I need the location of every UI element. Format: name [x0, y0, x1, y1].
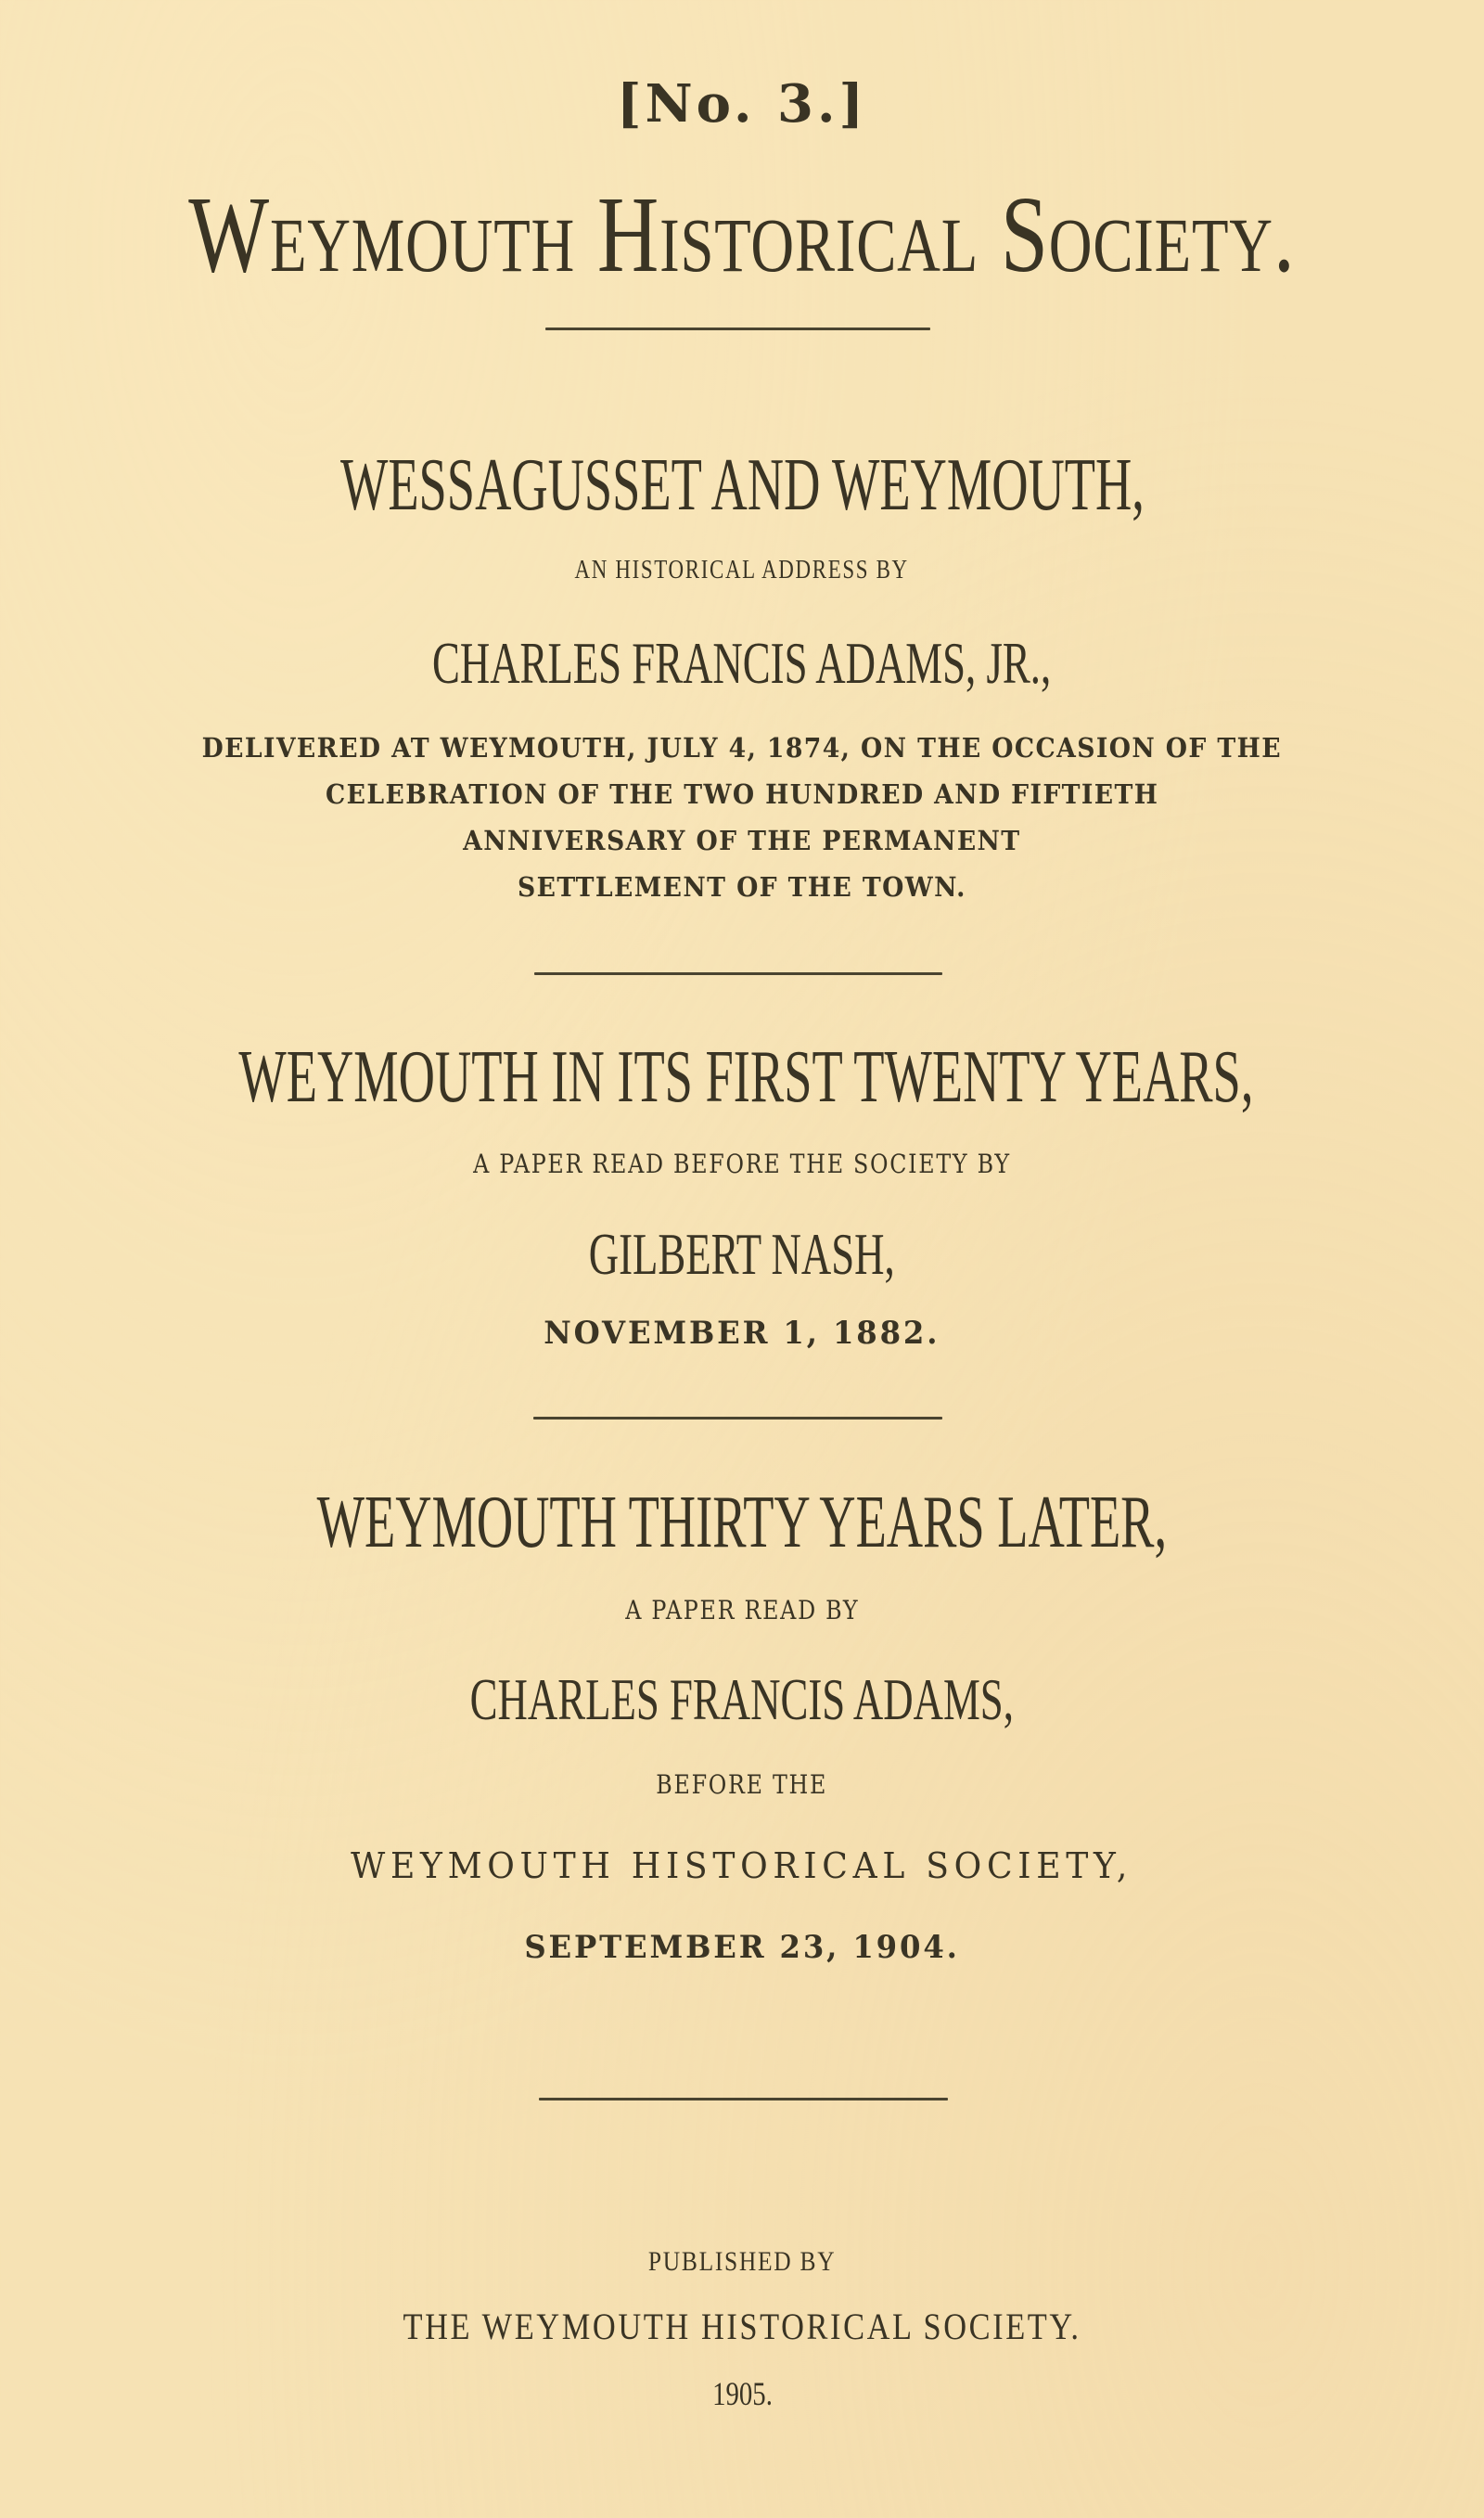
series-number — [0, 73, 1484, 135]
section-2-subtitle — [0, 1151, 1484, 1177]
imprint-published-by — [0, 2248, 1484, 2276]
section-3-society-text: WEYMOUTH HISTORICAL SOCIETY, — [351, 1845, 1133, 1886]
series-number-text: [No. 3.] — [617, 73, 867, 135]
imprint-publisher — [0, 2308, 1484, 2345]
publisher-title-text: Weymouth Historical Society. — [188, 173, 1296, 295]
description-text: ANNIVERSARY OF THE PERMANENT — [463, 825, 1021, 856]
section-1-subtitle — [0, 557, 1484, 584]
divider-rule — [539, 2098, 948, 2100]
section-2-title — [0, 1036, 1484, 1118]
description-text: CELEBRATION OF THE TWO HUNDRED AND FIFTIETH — [325, 778, 1159, 810]
year-text: 1905. — [711, 2375, 773, 2412]
section-3-subtitle-text: A PAPER READ BY — [624, 1595, 860, 1625]
section-1-subtitle-text: AN HISTORICAL ADDRESS BY — [574, 556, 910, 585]
section-3-title — [0, 1482, 1484, 1563]
section-1-description-line — [0, 732, 1484, 764]
section-2-subtitle-text: A PAPER READ BEFORE THE SOCIETY BY — [473, 1149, 1011, 1179]
section-3-subtitle — [0, 1595, 1484, 1625]
published-by-text: PUBLISHED BY — [647, 2246, 837, 2277]
section-1-title-text: WESSAGUSSET AND WEYMOUTH, — [339, 444, 1145, 526]
section-2-author — [0, 1221, 1484, 1287]
divider-rule — [534, 972, 942, 975]
section-2-author-text: GILBERT NASH, — [588, 1221, 896, 1287]
section-1-author — [0, 630, 1484, 696]
divider-rule — [545, 328, 930, 330]
section-3-date — [0, 1929, 1484, 1966]
section-2-title-text: WEYMOUTH IN ITS FIRST TWENTY YEARS, — [238, 1036, 1254, 1118]
section-1-description-line — [0, 871, 1484, 903]
section-3-date-text: SEPTEMBER 23, 1904. — [524, 1929, 960, 1966]
publisher-text: THE WEYMOUTH HISTORICAL SOCIETY. — [403, 2306, 1081, 2347]
description-text: SETTLEMENT OF THE TOWN. — [518, 871, 966, 903]
divider-rule — [533, 1417, 942, 1420]
section-3-before — [0, 1769, 1484, 1800]
section-3-title-text: WEYMOUTH THIRTY YEARS LATER, — [316, 1482, 1168, 1563]
section-3-society — [0, 1845, 1484, 1886]
section-1-description-line — [0, 778, 1484, 810]
section-3-before-text: BEFORE THE — [656, 1769, 828, 1800]
section-2-date — [0, 1315, 1484, 1352]
section-3-author-text: CHARLES FRANCIS ADAMS, — [469, 1666, 1015, 1732]
section-1-author-text: CHARLES FRANCIS ADAMS, JR., — [432, 630, 1052, 696]
publisher-title — [0, 173, 1484, 295]
section-2-date-text: NOVEMBER 1, 1882. — [544, 1315, 940, 1352]
section-1-title — [0, 444, 1484, 526]
description-text: DELIVERED AT WEYMOUTH, JULY 4, 1874, ON THE OCCASION OF THE — [201, 732, 1283, 764]
imprint-year — [0, 2377, 1484, 2411]
section-1-description-line — [0, 825, 1484, 856]
section-3-author — [0, 1666, 1484, 1732]
